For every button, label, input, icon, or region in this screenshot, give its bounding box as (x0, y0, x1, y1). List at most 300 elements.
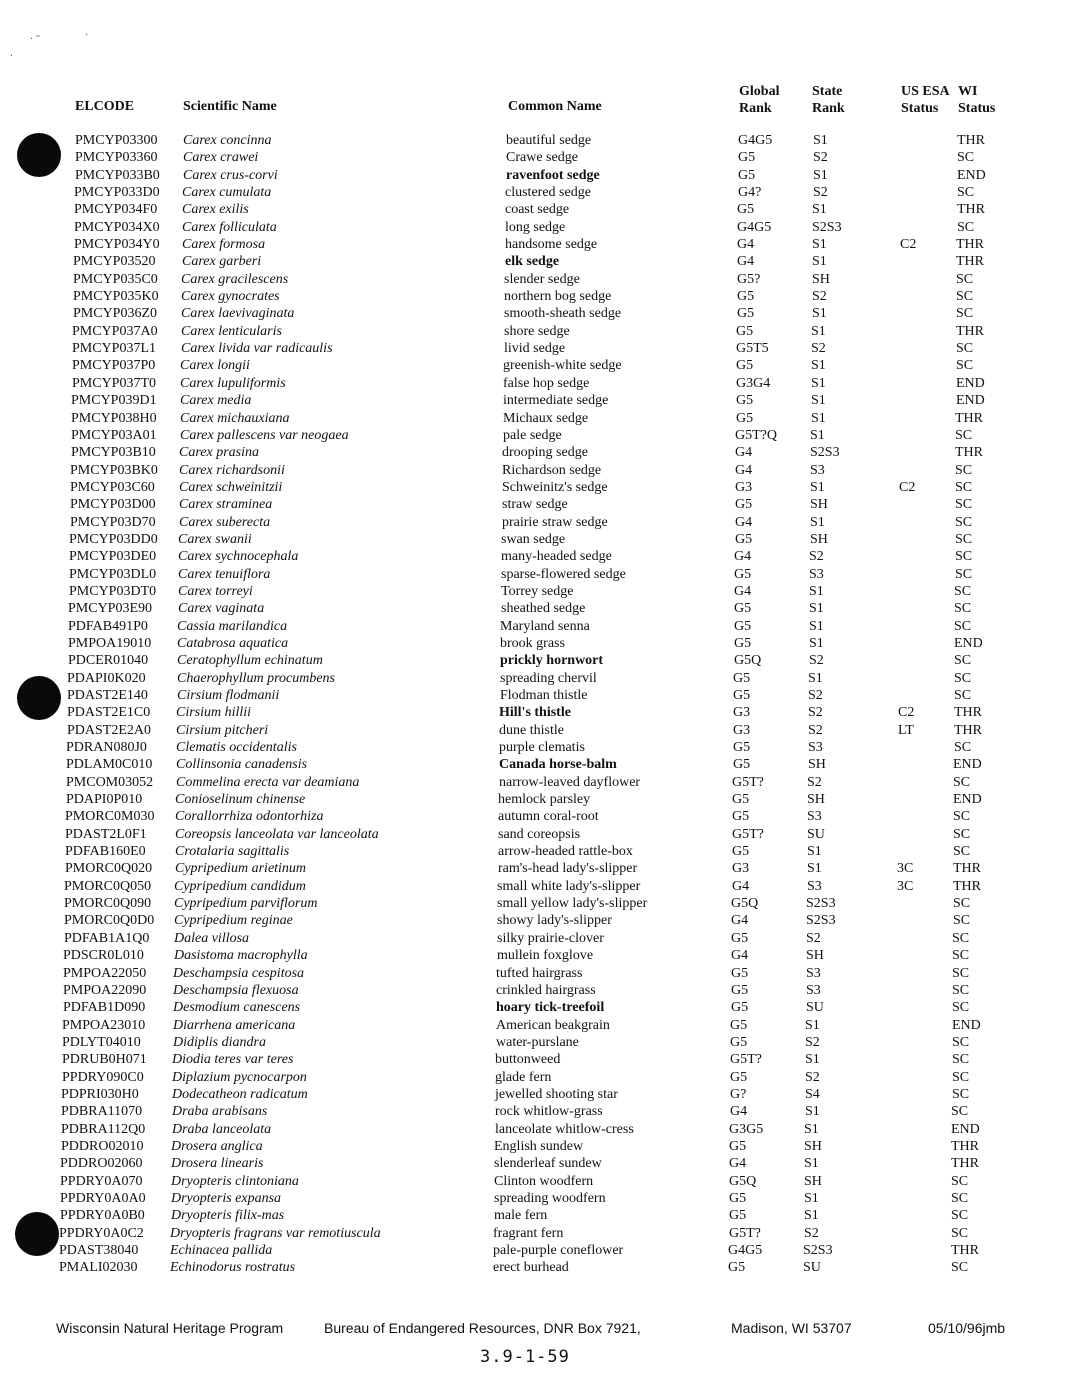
scientific-name-cell: Carex richardsonii (179, 462, 285, 478)
global-rank-cell: G5 (735, 531, 753, 547)
state-rank-cell: S2 (808, 705, 823, 721)
state-rank-cell: S3 (809, 566, 824, 582)
common-name-cell: tufted hairgrass (496, 965, 583, 981)
scientific-name-cell: Carex laevivaginata (181, 306, 295, 322)
state-rank-cell: S2 (804, 1225, 819, 1241)
table-row (0, 496, 1068, 513)
common-name-cell: Canada horse-balm (499, 757, 617, 773)
elcode-cell: PDAST2E140 (67, 688, 148, 703)
global-rank-cell: G5Q (729, 1173, 757, 1189)
elcode-cell: PMCYP03B10 (71, 445, 156, 461)
global-rank-cell: G4G5 (737, 219, 772, 235)
header-wi-status (958, 83, 995, 117)
table-row (0, 462, 1068, 479)
table-row (0, 1242, 1068, 1259)
global-rank-cell: G5 (731, 1000, 749, 1016)
header-us-esa-line1: US ESA (901, 84, 950, 99)
state-rank-cell: S1 (807, 844, 822, 860)
scientific-name-cell: Carex lenticularis (181, 323, 282, 339)
state-rank-cell: S2 (808, 722, 823, 738)
elcode-cell: PPDRY0A0B0 (60, 1208, 145, 1224)
table-row (0, 184, 1068, 201)
wi-status-cell: THR (957, 202, 985, 218)
common-name-cell: small white lady's-slipper (497, 878, 641, 894)
elcode-cell: PMCYP03C60 (70, 479, 155, 495)
global-rank-cell: G5 (729, 1138, 747, 1154)
table-row (0, 340, 1068, 357)
global-rank-cell: G5 (731, 982, 749, 998)
wi-status-cell: END (953, 757, 982, 773)
state-rank-cell: SH (804, 1138, 822, 1154)
state-rank-cell: S2S3 (806, 913, 836, 929)
state-rank-cell: S1 (805, 1104, 820, 1120)
common-name-cell: handsome sedge (505, 237, 598, 253)
common-name-cell: spreading chervil (500, 670, 597, 686)
wi-status-cell: SC (957, 219, 975, 235)
scientific-name-cell: Carex vaginata (178, 601, 265, 617)
global-rank-cell: G3 (733, 722, 751, 738)
wi-status-cell: THR (954, 705, 982, 721)
global-rank-cell: G4 (735, 445, 753, 461)
common-name-cell: Hill's thistle (499, 705, 571, 721)
table-row (0, 635, 1068, 652)
global-rank-cell: G4 (735, 514, 753, 530)
table-row (0, 965, 1068, 982)
common-name-cell: narrow-leaved dayflower (499, 774, 641, 790)
state-rank-cell: S1 (812, 202, 827, 218)
wi-status-cell: SC (954, 618, 972, 634)
scientific-name-cell: Carex gynocrates (181, 289, 280, 305)
common-name-cell: ravenfoot sedge (506, 167, 600, 183)
footer-bureau: Bureau of Endangered Resources, DNR Box 7921, (324, 1320, 641, 1336)
global-rank-cell: G5T? (730, 1052, 762, 1068)
wi-status-cell: SC (956, 289, 974, 305)
table-row (0, 1225, 1068, 1242)
elcode-cell: PMCYP037A0 (72, 323, 158, 339)
global-rank-cell: G5? (737, 271, 761, 287)
scientific-name-cell: Cypripedium candidum (174, 878, 306, 894)
global-rank-cell: G3 (735, 479, 753, 495)
table-row (0, 878, 1068, 895)
wi-status-cell: SC (951, 1260, 969, 1276)
elcode-cell: PDAST38040 (59, 1243, 139, 1258)
wi-status-cell: SC (951, 1208, 969, 1224)
state-rank-cell: SH (810, 497, 828, 513)
scientific-name-cell: Cirsium hillii (176, 705, 252, 721)
state-rank-cell: S1 (810, 427, 825, 443)
state-rank-cell: S1 (809, 583, 824, 599)
global-rank-cell: G5 (730, 1017, 748, 1033)
table-row (0, 167, 1068, 184)
scan-speck: . (85, 24, 88, 38)
table-row (0, 288, 1068, 305)
elcode-cell: PDBRA112Q0 (61, 1121, 146, 1137)
elcode-cell: PDFAB491P0 (68, 618, 148, 634)
table-row (0, 201, 1068, 218)
common-name-cell: straw sedge (502, 497, 568, 513)
elcode-cell: PMCYP03520 (73, 254, 156, 270)
scientific-name-cell: Carex crawei (183, 150, 259, 166)
scientific-name-cell: Carex michauxiana (180, 410, 290, 426)
elcode-cell: PMCYP036Z0 (73, 306, 158, 322)
common-name-cell: Maryland senna (500, 618, 590, 634)
global-rank-cell: G4G5 (738, 133, 773, 148)
table-row (0, 427, 1068, 444)
scientific-name-cell: Chaerophyllum procumbens (177, 670, 335, 686)
state-rank-cell: SU (803, 1260, 821, 1276)
table-row (0, 1034, 1068, 1051)
global-rank-cell: G5T? (729, 1225, 761, 1241)
scientific-name-cell: Dasistoma macrophylla (174, 948, 308, 964)
common-name-cell: purple clematis (499, 740, 585, 756)
table-row (0, 982, 1068, 999)
header-global-rank-line1: Global (739, 84, 780, 99)
wi-status-cell: SC (952, 1069, 970, 1085)
elcode-cell: PMPOA22090 (63, 982, 147, 998)
elcode-cell: PMCYP033B0 (75, 167, 160, 183)
global-rank-cell: G5 (733, 670, 751, 686)
wi-status-cell: SC (955, 531, 973, 547)
state-rank-cell: S1 (811, 358, 826, 374)
state-rank-cell: SH (807, 792, 825, 808)
common-name-cell: many-headed sedge (501, 549, 612, 565)
scientific-name-cell: Carex concinna (183, 133, 272, 148)
state-rank-cell: S3 (806, 965, 821, 981)
scientific-name-cell: Dodecatheon radicatum (172, 1086, 308, 1102)
common-name-cell: fragrant fern (493, 1225, 564, 1241)
common-name-cell: slender sedge (504, 271, 580, 287)
global-rank-cell: G4 (731, 913, 749, 929)
table-row (0, 722, 1068, 739)
scan-speck: . - (30, 28, 40, 42)
wi-status-cell: SC (954, 653, 972, 669)
table-row (0, 808, 1068, 825)
state-rank-cell: SH (810, 531, 828, 547)
elcode-cell: PPDRY0A070 (60, 1173, 143, 1189)
elcode-cell: PDSCR0L010 (63, 948, 144, 964)
global-rank-cell: G5 (737, 306, 755, 322)
state-rank-cell: S1 (805, 1052, 820, 1068)
table-row (0, 1069, 1068, 1086)
table-row (0, 860, 1068, 877)
table-row (0, 670, 1068, 687)
elcode-cell: PPDRY0A0A0 (60, 1190, 146, 1206)
common-name-cell: Crawe sedge (506, 150, 578, 166)
scientific-name-cell: Carex formosa (182, 237, 266, 253)
scientific-name-cell: Drosera linearis (171, 1156, 264, 1172)
wi-status-cell: SC (957, 150, 975, 166)
header-elcode: ELCODE (75, 99, 135, 114)
global-rank-cell: G4 (737, 237, 755, 253)
global-rank-cell: G5 (734, 601, 752, 617)
wi-status-cell: SC (954, 601, 972, 617)
global-rank-cell: G5 (732, 809, 750, 825)
common-name-cell: glade fern (495, 1069, 552, 1085)
table-row (0, 704, 1068, 721)
elcode-cell: PMCYP03DE0 (69, 549, 157, 565)
state-rank-cell: S1 (804, 1121, 819, 1137)
wi-status-cell: SC (953, 809, 971, 825)
table-row (0, 1155, 1068, 1172)
scientific-name-cell: Diodia teres var teres (172, 1052, 294, 1068)
elcode-cell: PMCYP034F0 (74, 202, 158, 218)
elcode-cell: PMORC0Q020 (65, 861, 153, 877)
table-row (0, 566, 1068, 583)
wi-status-cell: END (956, 393, 985, 409)
wi-status-cell: SC (953, 774, 971, 790)
global-rank-cell: G4 (729, 1156, 747, 1172)
common-name-cell: male fern (494, 1208, 548, 1224)
us-esa-status-cell: LT (898, 722, 914, 738)
state-rank-cell: S3 (810, 462, 825, 478)
elcode-cell: PDCER01040 (68, 653, 149, 669)
scientific-name-cell: Dryopteris expansa (171, 1190, 282, 1206)
common-name-cell: slenderleaf sundew (494, 1156, 602, 1172)
table-row (0, 895, 1068, 912)
common-name-cell: pale sedge (503, 427, 562, 443)
wi-status-cell: SC (953, 913, 971, 929)
common-name-cell: arrow-headed rattle-box (498, 844, 633, 860)
scientific-name-cell: Dryopteris clintoniana (171, 1173, 299, 1189)
wi-status-cell: END (957, 167, 986, 183)
global-rank-cell: G5 (735, 497, 753, 513)
global-rank-cell: G3 (733, 705, 751, 721)
us-esa-status-cell: C2 (898, 705, 915, 721)
state-rank-cell: S2 (812, 289, 827, 305)
elcode-cell: PMORC0Q090 (64, 896, 152, 912)
state-rank-cell: S2S3 (810, 445, 840, 461)
global-rank-cell: G3G4 (736, 375, 771, 391)
global-rank-cell: G4 (730, 1104, 748, 1120)
global-rank-cell: G5 (729, 1190, 747, 1206)
elcode-cell: PMCYP035K0 (73, 289, 159, 305)
state-rank-cell: S2 (813, 150, 828, 166)
common-name-cell: mullein foxglove (497, 948, 594, 964)
wi-status-cell: SC (955, 514, 973, 530)
elcode-cell: PMCYP039D1 (71, 393, 157, 409)
state-rank-cell: S2 (807, 774, 822, 790)
common-name-cell: Clinton woodfern (494, 1173, 594, 1189)
global-rank-cell: G5T?Q (735, 427, 777, 443)
table-row (0, 323, 1068, 340)
table-row (0, 548, 1068, 565)
state-rank-cell: S1 (811, 323, 826, 339)
state-rank-cell: SU (806, 1000, 824, 1016)
elcode-cell: PMCYP03360 (75, 150, 158, 166)
global-rank-cell: G3 (732, 861, 750, 877)
wi-status-cell: THR (951, 1243, 979, 1258)
table-row (0, 444, 1068, 461)
elcode-cell: PDPRI030H0 (61, 1086, 139, 1102)
common-name-cell: lanceolate whitlow-cress (495, 1121, 634, 1137)
elcode-cell: PMPOA22050 (63, 965, 147, 981)
table-row (0, 1103, 1068, 1120)
table-row (0, 1086, 1068, 1103)
global-rank-cell: G5 (732, 844, 750, 860)
wi-status-cell: THR (951, 1138, 979, 1154)
page-number: 3.9-1-59 (480, 1347, 570, 1367)
scientific-name-cell: Cirsium pitcheri (176, 722, 269, 738)
wi-status-cell: END (952, 1017, 981, 1033)
scientific-name-cell: Draba arabisans (172, 1104, 268, 1120)
common-name-cell: pale-purple coneflower (493, 1243, 624, 1258)
elcode-cell: PDAST2E1C0 (67, 705, 151, 721)
wi-status-cell: THR (956, 237, 984, 253)
scientific-name-cell: Carex garberi (182, 254, 262, 270)
wi-status-cell: END (951, 1121, 980, 1137)
global-rank-cell: G4 (732, 878, 750, 894)
scientific-name-cell: Draba lanceolata (172, 1121, 272, 1137)
scientific-name-cell: Carex tenuiflora (178, 566, 271, 582)
elcode-cell: PMCYP037L1 (72, 341, 157, 357)
wi-status-cell: THR (957, 133, 985, 148)
elcode-cell: PMCYP03DL0 (69, 566, 157, 582)
table-row (0, 687, 1068, 704)
global-rank-cell: G5 (737, 202, 755, 218)
global-rank-cell: G4 (731, 948, 749, 964)
common-name-cell: coast sedge (505, 202, 570, 218)
table-row (0, 756, 1068, 773)
scientific-name-cell: Ceratophyllum echinatum (177, 653, 323, 669)
global-rank-cell: G5 (729, 1208, 747, 1224)
global-rank-cell: G4 (737, 254, 755, 270)
common-name-cell: water-purslane (496, 1034, 579, 1050)
global-rank-cell: G4 (735, 462, 753, 478)
global-rank-cell: G5 (733, 688, 751, 703)
wi-status-cell: SC (953, 896, 971, 912)
state-rank-cell: S1 (812, 306, 827, 322)
wi-status-cell: SC (953, 826, 971, 842)
scientific-name-cell: Carex pallescens var neogaea (180, 427, 349, 443)
scientific-name-cell: Carex suberecta (179, 514, 271, 530)
state-rank-cell: S4 (805, 1086, 820, 1102)
wi-status-cell: SC (954, 688, 972, 703)
elcode-cell: PMCYP034X0 (74, 219, 160, 235)
elcode-cell: PDAST2L0F1 (65, 826, 147, 842)
common-name-cell: rock whitlow-grass (495, 1104, 603, 1120)
common-name-cell: sheathed sedge (501, 601, 586, 617)
scientific-name-cell: Collinsonia canadensis (176, 757, 308, 773)
table-row (0, 583, 1068, 600)
table-row (0, 600, 1068, 617)
scientific-name-cell: Carex folliculata (182, 219, 277, 235)
state-rank-cell: S2 (805, 1069, 820, 1085)
global-rank-cell: G5 (730, 1034, 748, 1050)
table-row (0, 791, 1068, 808)
scientific-name-cell: Corallorrhiza odontorhiza (175, 809, 324, 825)
table-row (0, 774, 1068, 791)
state-rank-cell: S2S3 (806, 896, 836, 912)
wi-status-cell: SC (951, 1225, 969, 1241)
elcode-cell: PMCYP03DD0 (69, 531, 158, 547)
state-rank-cell: S1 (813, 133, 828, 148)
elcode-cell: PDFAB160E0 (65, 844, 146, 860)
common-name-cell: greenish-white sedge (503, 358, 622, 374)
table-row (0, 1017, 1068, 1034)
header-state-rank-line2: Rank (812, 101, 845, 116)
state-rank-cell: S1 (809, 635, 824, 651)
table-row (0, 947, 1068, 964)
common-name-cell: jewelled shooting star (495, 1086, 618, 1102)
state-rank-cell: S2 (813, 185, 828, 201)
state-rank-cell: SH (808, 757, 826, 773)
scientific-name-cell: Cypripedium reginae (174, 913, 293, 929)
scientific-name-cell: Cassia marilandica (177, 618, 288, 634)
wi-status-cell: SC (955, 427, 973, 443)
common-name-cell: Torrey sedge (501, 583, 574, 599)
common-name-cell: prickly hornwort (500, 653, 604, 669)
scientific-name-cell: Desmodium canescens (173, 1000, 301, 1016)
global-rank-cell: G5 (738, 167, 756, 183)
common-name-cell: autumn coral-root (498, 809, 599, 825)
wi-status-cell: SC (955, 479, 973, 495)
scientific-name-cell: Cypripedium arietinum (175, 861, 307, 877)
scan-speck: . (10, 45, 13, 59)
common-name-cell: crinkled hairgrass (496, 982, 596, 998)
global-rank-cell: G? (730, 1086, 747, 1102)
elcode-cell: PDDRO02060 (60, 1156, 143, 1172)
global-rank-cell: G5 (737, 289, 755, 305)
elcode-cell: PMCYP03D00 (70, 497, 156, 513)
header-state-rank-line1: State (812, 84, 843, 99)
state-rank-cell: S1 (812, 254, 827, 270)
elcode-cell: PDFAB1D090 (63, 1000, 146, 1016)
wi-status-cell: SC (951, 1104, 969, 1120)
global-rank-cell: G5T? (732, 826, 764, 842)
state-rank-cell: SU (807, 826, 825, 842)
header-scientific-name: Scientific Name (183, 99, 277, 114)
wi-status-cell: END (954, 635, 983, 651)
state-rank-cell: SH (806, 948, 824, 964)
common-name-cell: small yellow lady's-slipper (497, 896, 648, 912)
elcode-cell: PMPOA23010 (62, 1017, 146, 1033)
table-row (0, 514, 1068, 531)
common-name-cell: dune thistle (499, 722, 564, 738)
global-rank-cell: G5 (733, 757, 751, 773)
common-name-cell: intermediate sedge (503, 393, 609, 409)
scientific-name-cell: Dryopteris filix-mas (171, 1208, 285, 1224)
table-row (0, 1138, 1068, 1155)
wi-status-cell: SC (952, 1000, 970, 1016)
common-name-cell: erect burhead (493, 1260, 569, 1276)
scientific-name-cell: Carex crus-corvi (183, 167, 278, 183)
us-esa-status-cell: 3C (897, 861, 914, 877)
wi-status-cell: THR (951, 1156, 979, 1172)
state-rank-cell: S3 (807, 878, 822, 894)
common-name-cell: livid sedge (504, 341, 566, 357)
common-name-cell: sand coreopsis (498, 826, 581, 842)
scientific-name-cell: Deschampsia cespitosa (173, 965, 305, 981)
state-rank-cell: S2 (809, 653, 824, 669)
scientific-name-cell: Cypripedium parviflorum (174, 896, 318, 912)
table-row (0, 999, 1068, 1016)
species-table (0, 132, 1068, 1277)
scientific-name-cell: Deschampsia flexuosa (173, 982, 299, 998)
common-name-cell: false hop sedge (503, 375, 590, 391)
elcode-cell: PMALI02030 (59, 1260, 138, 1276)
state-rank-cell: S2 (805, 1034, 820, 1050)
global-rank-cell: G5Q (734, 653, 762, 669)
table-row (0, 739, 1068, 756)
wi-status-cell: SC (956, 306, 974, 322)
elcode-cell: PMCOM03052 (66, 774, 154, 790)
global-rank-cell: G5 (732, 792, 750, 808)
table-row (0, 652, 1068, 669)
scientific-name-cell: Carex exilis (182, 202, 249, 218)
common-name-cell: beautiful sedge (506, 133, 592, 148)
scientific-name-cell: Coreopsis lanceolata var lanceolata (175, 826, 379, 842)
wi-status-cell: SC (955, 497, 973, 513)
